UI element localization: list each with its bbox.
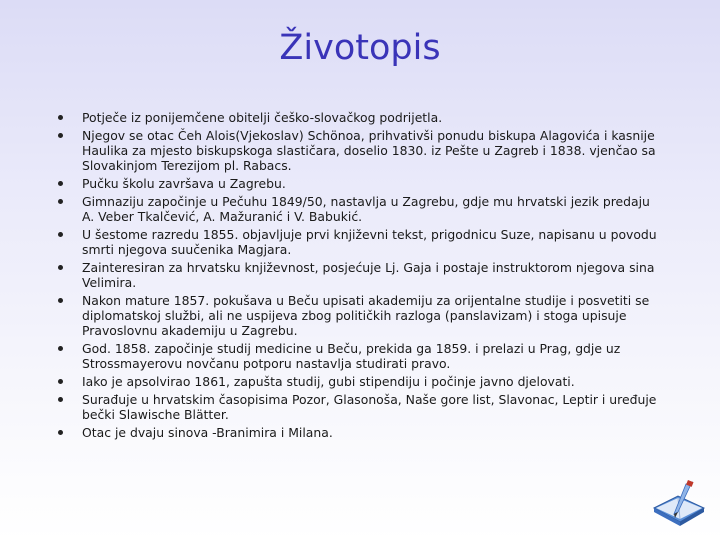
bullet-text: Otac je dvaju sinova -Branimira i Milana.: [82, 425, 333, 440]
bullet-item: [58, 128, 658, 173]
bullet-text: Gimnaziju započinje u Pečuhu 1849/50, nastavlja u Zagrebu, gdje mu hrvatski jezik predaju A. Veber Tkalčević, A. Mažuranić i V. Babukić.: [82, 194, 650, 224]
bullet-text: Nakon mature 1857. pokušava u Beču upisati akademiju za orijentalne studije i posvetiti se diplomatskoj službi, ali ne uspijeva zbog političkih razloga (panslavizam) i stoga upisuje Pravoslovnu akademiju u Zagrebu.: [82, 293, 650, 338]
bullet-dot: [58, 346, 63, 351]
bullet-text: Pučku školu završava u Zagrebu.: [82, 176, 286, 191]
bullet-item: [58, 425, 658, 440]
bullet-item: [58, 194, 658, 224]
bullet-dot: [58, 379, 63, 384]
book-pen-icon: [648, 478, 712, 534]
bullet-dot: [58, 133, 63, 138]
bullet-dot: [58, 430, 63, 435]
bullet-item: [58, 176, 658, 191]
bullet-text: Njegov se otac Čeh Alois(Vjekoslav) Schönoa, prihvativši ponudu biskupa Alagovića i kasnije Haulika za mjesto biskupskoga slastičara, doselio 1830. iz Pešte u Zagreb i 1838. vjenčao sa Slovakinjom Terezijom pl. Rabacs.: [82, 128, 656, 173]
bullet-item: [58, 110, 658, 125]
bullet-dot: [58, 115, 63, 120]
bullet-item: [58, 341, 658, 371]
bullet-item: [58, 392, 658, 422]
bullet-text: Surađuje u hrvatskim časopisima Pozor, Glasonoša, Naše gore list, Slavonac, Leptir i uređuje bečki Slawische Blätter.: [82, 392, 657, 422]
slide-title: Životopis: [279, 28, 441, 68]
bullet-dot: [58, 232, 63, 237]
bullet-text: God. 1858. započinje studij medicine u Beču, prekida ga 1859. i prelazi u Prag, gdje uz Strossmayerovu novčanu potporu nastavlja studirati pravo.: [82, 341, 621, 371]
bullet-item: [58, 227, 658, 257]
bullet-text: Iako je apsolvirao 1861, zapušta studij, gubi stipendiju i počinje javno djelovati.: [82, 374, 575, 389]
bullet-text: Potječe iz ponijemčene obitelji češko-slovačkog podrijetla.: [82, 110, 443, 125]
bullet-dot: [58, 298, 63, 303]
bullet-dot: [58, 181, 63, 186]
bullet-dot: [58, 199, 63, 204]
bullet-dot: [58, 265, 63, 270]
bullet-item: [58, 260, 658, 290]
bullet-item: [58, 293, 658, 338]
bullet-list: [58, 110, 658, 443]
bullet-text: Zainteresiran za hrvatsku književnost, posjećuje Lj. Gaja i postaje instruktorom njegova sina Velimira.: [82, 260, 655, 290]
bullet-dot: [58, 397, 63, 402]
bullet-item: [58, 374, 658, 389]
bullet-text: U šestome razredu 1855. objavljuje prvi književni tekst, prigodnicu Suze, napisanu u povodu smrti njegova suučenika Magjara.: [82, 227, 657, 257]
